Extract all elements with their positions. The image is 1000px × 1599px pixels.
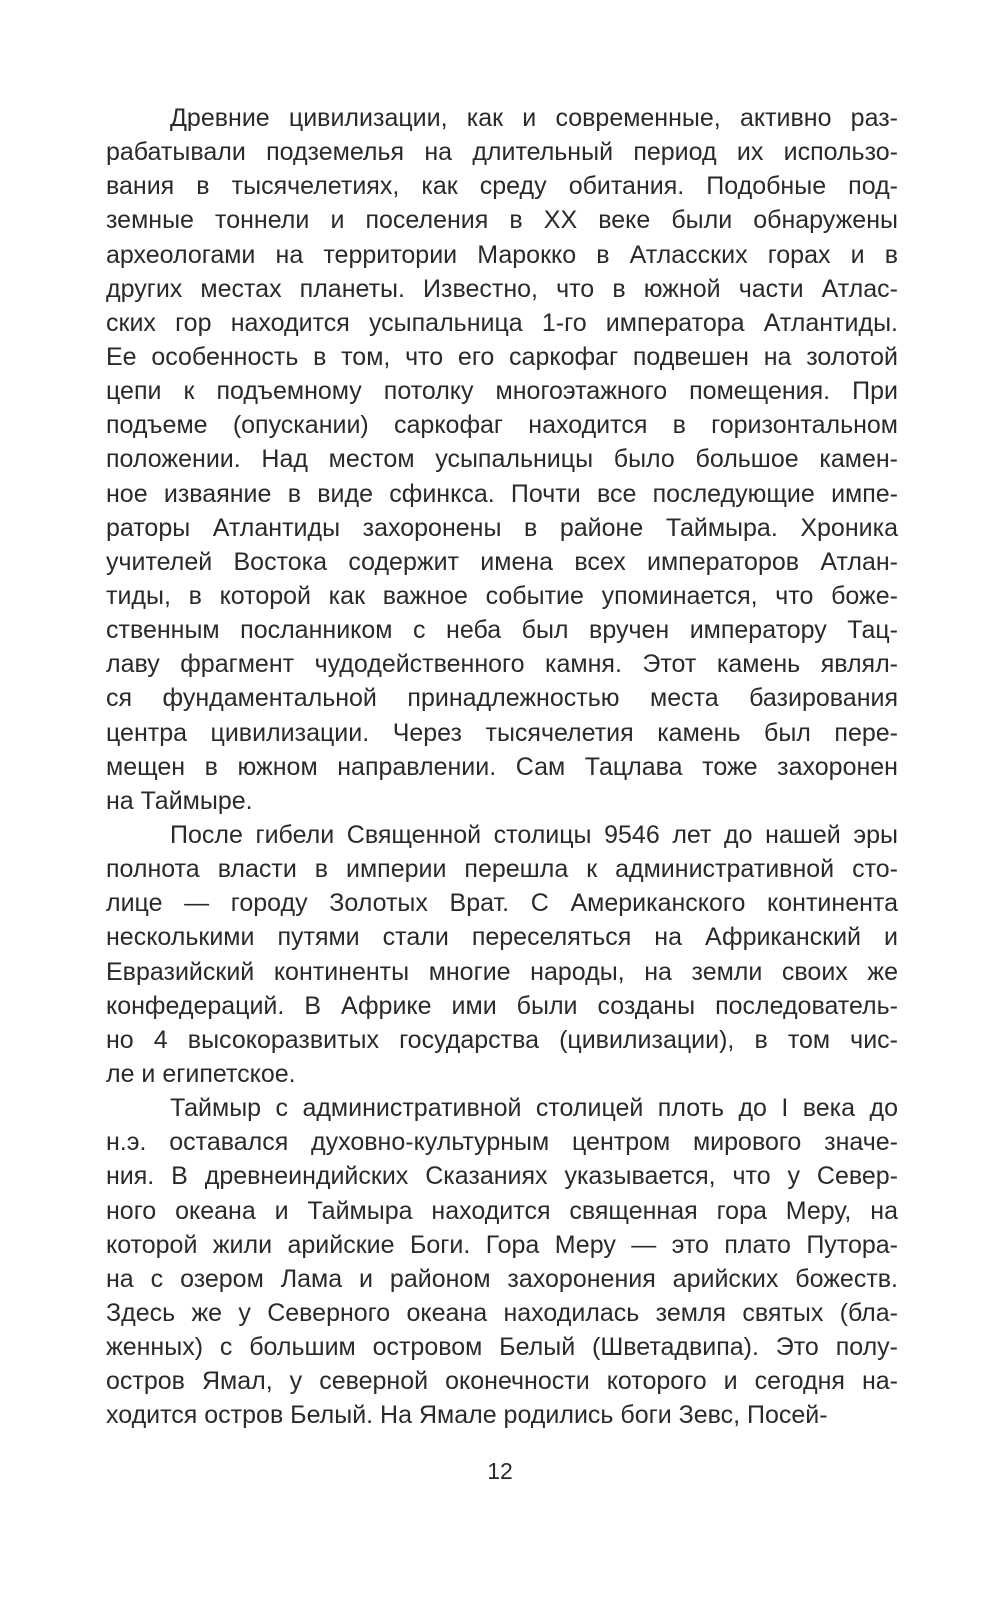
text-line: археологами на территории Марокко в Атласских горах и в [106,240,898,269]
text-line: ное изваяние в виде сфинкса. Почти все последующие импе- [106,479,898,508]
body-text [106,101,898,1432]
text-line: Таймыр с административной столицей плоть до I века до [170,1094,898,1123]
paragraph [106,818,898,1091]
text-line: других местах планеты. Известно, что в южной части Атлас- [106,274,898,303]
text-line: которой жили арийские Боги. Гора Меру — это плато Путора- [106,1230,898,1259]
text-line: на с озером Лама и районом захоронения арийских божеств. [106,1264,898,1293]
text-line: женных) с большим островом Белый (Шветадвипа). Это полу- [106,1333,898,1362]
text-line: рабатывали подземелья на длительный период их использо- [106,138,898,167]
text-line: ся фундаментальной принадлежностью места базирования [106,684,898,713]
text-line: Древние цивилизации, как и современные, активно раз- [170,104,898,132]
text-line: Здесь же у Северного океана находилась земля святых (бла- [106,1298,898,1327]
text-line: но 4 высокоразвитых государства (цивилизации), в том чис- [106,1025,898,1054]
text-line: ских гор находится усыпальница 1-го императора Атлантиды. [106,308,898,337]
text-line: лице — городу Золотых Врат. С Американского континента [106,889,898,918]
text-line: лаву фрагмент чудодейственного камня. Этот камень являл- [106,650,898,679]
text-line: земные тоннели и поселения в XX веке были обнаружены [106,206,898,235]
text-line: центра цивилизации. Через тысячелетия камень был пере- [106,718,898,747]
text-line: Ее особенность в том, что его саркофаг подвешен на золотой [106,342,898,371]
text-line: учителей Востока содержит имена всех императоров Атлан- [106,547,898,576]
text-line: Евразийский континенты многие народы, на земли своих же [106,957,898,986]
text-line: остров Ямал, у северной оконечности которого и сегодня на- [106,1367,898,1396]
text-line: После гибели Священной столицы 9546 лет до нашей эры [170,820,898,849]
text-line: раторы Атлантиды захоронены в районе Таймыра. Хроника [106,513,898,542]
text-line: мещен в южном направлении. Сам Тацлава тоже захоронен [106,752,898,781]
text-line: цепи к подъемному потолку многоэтажного помещения. При [106,377,898,406]
page-number: 12 [487,1458,513,1484]
text-line: ле и египетское. [106,1059,296,1088]
text-line: положении. Над местом усыпальницы было большое камен- [106,445,898,474]
text-line: ственным посланником с неба был вручен императору Тац- [106,616,898,645]
text-line: подъеме (опускании) саркофаг находится в горизонтальном [106,411,898,440]
paragraph [106,1091,898,1432]
text-line: конфедераций. В Африке ими были созданы последователь- [106,991,898,1020]
text-line: ного океана и Таймыра находится священная гора Меру, на [106,1196,898,1225]
text-line: ния. В древнеиндийских Сказаниях указывается, что у Север- [106,1162,898,1191]
text-line: несколькими путями стали переселяться на Африканский и [106,923,898,952]
text-line: полнота власти в империи перешла к административной сто- [106,855,898,884]
text-line: вания в тысячелетиях, как среду обитания. Подобные под- [106,172,898,201]
text-line: ходится остров Белый. На Ямале родились боги Зевс, Посей- [106,1401,828,1430]
paragraph [106,101,898,818]
text-line: на Таймыре. [106,786,253,815]
text-line: н.э. оставался духовно-культурным центром мирового значе- [106,1128,898,1157]
text-line: тиды, в которой как важное событие упоминается, что боже- [106,581,898,610]
